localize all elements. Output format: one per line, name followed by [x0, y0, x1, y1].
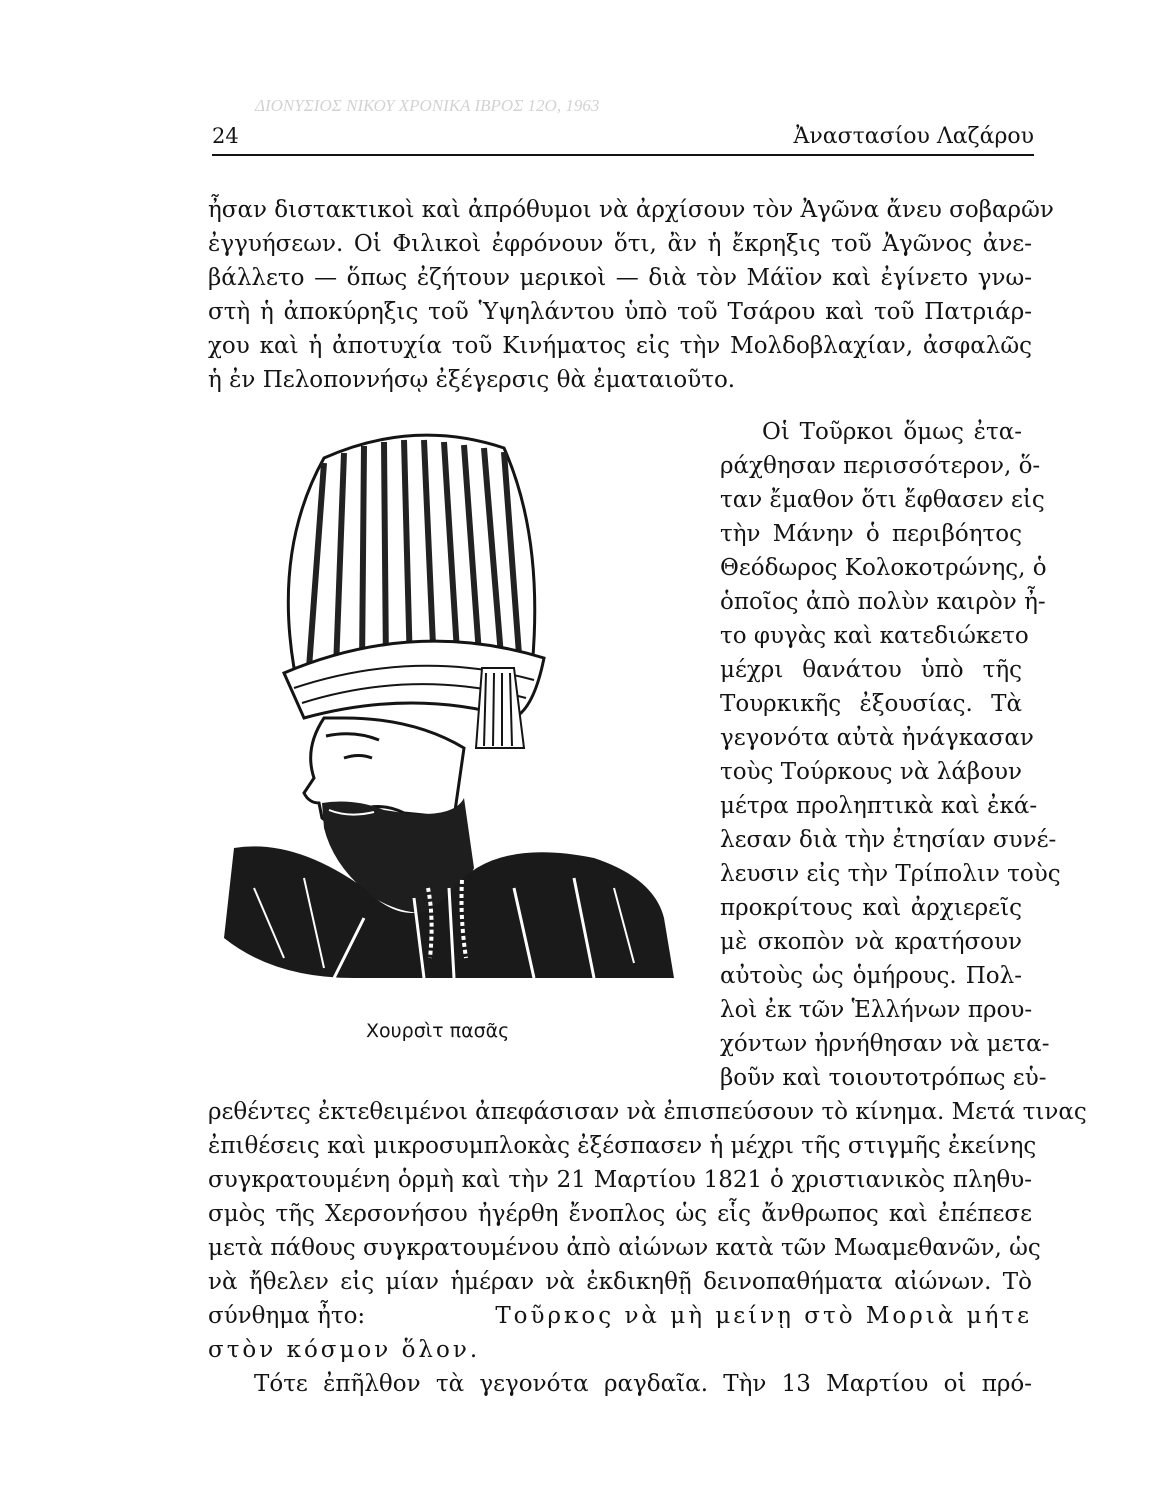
- text-line: μὲ σκοπὸν νὰ κρατήσουν: [720, 929, 1022, 955]
- text-line: μετὰ πάθους συγκρατουμένου ἀπὸ αἰώνων κατὰ τῶν Μωαμεθανῶν, ὡς: [208, 1235, 1041, 1261]
- text-line: τοὺς Τούρκους νὰ λάβουν: [720, 759, 1022, 785]
- text-line: λευσιν εἰς τὴν Τρίπολιν τοὺς: [720, 861, 1061, 887]
- text-line: χου καὶ ἡ ἀποτυχία τοῦ Κινήματος εἰς τὴν Μολδοβλαχίαν, ἀσφαλῶς: [208, 333, 1032, 359]
- text-line: βοῦν καὶ τοιουτοτρόπως εὑ-: [720, 1065, 1047, 1091]
- text-line: μέχρι θανάτου ὑπὸ τῆς: [720, 657, 1022, 683]
- text-line: ἦσαν διστακτικοὶ καὶ ἀπρόθυμοι νὰ ἀρχίσουν τὸν Ἀγῶνα ἄνευ σοβαρῶν: [208, 197, 1054, 223]
- header-rule: [212, 154, 1034, 156]
- portrait-illustration: [214, 418, 684, 1018]
- text-line: συγκρατουμένη ὁρμὴ καὶ τὴν 21 Μαρτίου 1821 ὁ χριστιανικὸς πληθυ-: [208, 1167, 1032, 1193]
- text-line: Τουρκικῆς ἐξουσίας. Τὰ: [720, 691, 1022, 717]
- running-head: Ἀναστασίου Λαζάρου: [793, 124, 1034, 149]
- text-line: Οἱ Τοῦρκοι ὅμως ἐτα-: [762, 419, 1022, 445]
- text-line: ταν ἔμαθον ὅτι ἔφθασεν εἰς: [720, 487, 1045, 513]
- text-line: σμὸς τῆς Χερσονήσου ἠγέρθη ἔνοπλος ὡς εἷς ἄνθρωπος καὶ ἐπέπεσε: [208, 1201, 1032, 1227]
- text-line: Θεόδωρος Κολοκοτρώνης, ὁ: [720, 555, 1047, 581]
- text-line: Τότε ἐπῆλθον τὰ γεγονότα ραγδαῖα. Τὴν 13 Μαρτίου οἱ πρό-: [254, 1371, 1032, 1397]
- portrait-engraving: [214, 418, 684, 1018]
- text-line: ἐπιθέσεις καὶ μικροσυμπλοκὰς ἐξέσπασεν ἡ μέχρι τῆς στιγμῆς ἐκείνης: [208, 1133, 1037, 1159]
- text-line: ὁποῖος ἀπὸ πολὺν καιρὸν ἦ-: [720, 589, 1046, 615]
- text-line: χόντων ἠρνήθησαν νὰ μετα-: [720, 1031, 1050, 1057]
- text-line: λοὶ ἐκ τῶν Ἑλλήνων πρου-: [720, 997, 1033, 1023]
- page-number: 24: [212, 124, 239, 148]
- motto-spaced-text: Τοῦρκος νὰ μὴ μείνῃ στὸ Μοριὰ μήτε: [495, 1303, 1032, 1329]
- text-line: λεσαν διὰ τὴν ἐτησίαν συνέ-: [720, 827, 1057, 853]
- motto-lead: σύνθημα ἦτο:: [208, 1303, 366, 1329]
- bleed-through-text: ΔΙΟΝΥΣΙΟΣ ΝΙΚΟΥ ΧΡΟΝΙΚΑ ΙΒΡΟΣ 12Ο, 1963: [255, 96, 600, 115]
- text-line: ρεθέντες ἐκτεθειμένοι ἀπεφάσισαν νὰ ἐπισπεύσουν τὸ κίνημα. Μετά τινας: [208, 1099, 1087, 1125]
- text-line: μέτρα προληπτικὰ καὶ ἐκά-: [720, 793, 1038, 819]
- motto-line: [208, 1299, 1032, 1333]
- text-line: ἐγγυήσεων. Οἱ Φιλικοὶ ἐφρόνουν ὅτι, ἂν ἡ ἔκρηξις τοῦ Ἀγῶνος ἀνε-: [208, 231, 1032, 257]
- text-line: προκρίτους καὶ ἀρχιερεῖς: [720, 895, 1022, 921]
- text-line: ράχθησαν περισσότερον, ὅ-: [720, 453, 1041, 479]
- text-line: το φυγὰς καὶ κατεδιώκετο: [720, 623, 1029, 649]
- text-line: γεγονότα αὐτὰ ἠνάγκασαν: [720, 725, 1034, 751]
- text-line: νὰ ἤθελεν εἰς μίαν ἡμέραν νὰ ἐκδικηθῇ δεινοπαθήματα αἰώνων. Τὸ: [208, 1269, 1032, 1295]
- text-line: ἡ ἐν Πελοποννήσῳ ἐξέγερσις θὰ ἐματαιοῦτο.: [208, 367, 736, 393]
- text-line: αὐτοὺς ὡς ὁμήρους. Πολ-: [720, 963, 1022, 989]
- text-line: τὴν Μάνην ὁ περιβόητος: [720, 521, 1022, 547]
- text-line: στὴ ἡ ἀποκύρηξις τοῦ Ὑψηλάντου ὑπὸ τοῦ Τσάρου καὶ τοῦ Πατριάρ-: [208, 299, 1032, 325]
- motto-spaced-text: στὸν κόσμον ὅλον.: [208, 1337, 481, 1363]
- figure-caption: Χουρσὶτ πασᾶς: [366, 1020, 510, 1042]
- text-line: βάλλετο — ὅπως ἐζήτουν μερικοὶ — διὰ τὸν Μάϊον καὶ ἐγίνετο γνω-: [208, 265, 1032, 291]
- page-header: [212, 118, 1034, 158]
